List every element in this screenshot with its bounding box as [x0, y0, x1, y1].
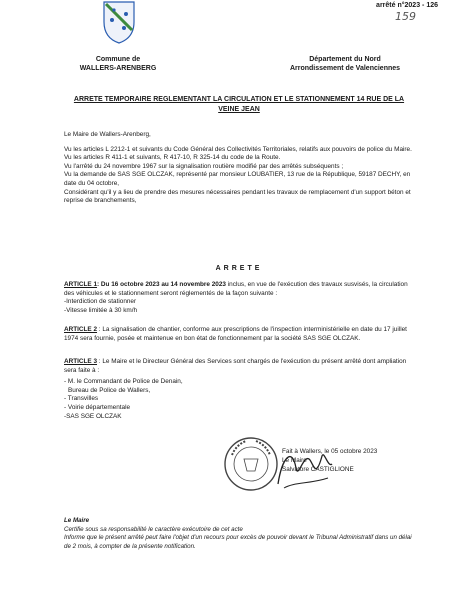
signatory-role: Le Maire [282, 457, 307, 464]
footer-heading: Le Maire [64, 517, 90, 524]
article-3 [64, 358, 414, 421]
article-2 [64, 326, 414, 343]
department-line1: Département du Nord [309, 56, 381, 63]
article-2-text: : La signalisation de chantier, conforme aux prescriptions de l'inspection interministérielle en date du 17 juillet 1974 sera fournie, posée et maintenue en bon état de fonctionnement par la société SAS SGE OLCZAK. [64, 326, 407, 342]
recipient-item: Bureau de Police de Wallers, [68, 386, 151, 394]
consideration-3: Vu l'arrêté du 24 novembre 1967 sur la signalisation routière modifié par des arrêtés subséquents ; [64, 162, 344, 170]
arrete-reference: arrêté n°2023 - 126 [376, 2, 438, 9]
commune-line1: Commune de [95, 56, 141, 63]
article-1-item: -Interdiction de stationner [64, 298, 137, 306]
signature-block [282, 447, 432, 474]
handwritten-number: 159 [395, 10, 416, 23]
recipient-item: - Voirie départementale [64, 403, 131, 411]
department-line2: Arrondissement de Valenciennes [289, 65, 401, 72]
footer-line1: Certifie sous sa responsabilité le caractère exécutoire de cet acte [64, 525, 243, 533]
article-3-label: ARTICLE 3 [64, 358, 98, 365]
consideration-4: Vu la demande de SAS SGE OLCZAK, représenté par monsieur LOUBATIER, 13 rue de la République, 59187 DECHY, en date du 04 octobre, [64, 171, 411, 187]
footer-notice [64, 517, 414, 551]
article-2-label: ARTICLE 2 [64, 326, 98, 333]
commune-header [58, 55, 178, 73]
article-3-text: : Le Maire et le Directeur Général des Services sont chargés de l'exécution du présent arrêté dont ampliation sera faite à : [64, 358, 407, 374]
arrete-heading: ARRETE [215, 265, 263, 272]
article-1-dates: : Du 16 octobre 2023 au 14 novembre 2023 [97, 281, 226, 288]
commune-line2: WALLERS-ARENBERG [79, 65, 157, 72]
footer-line2: Informe que le présent arrêté peut faire l'objet d'un recours pour excès de pouvoir devant le Tribunal Administratif dans un délai de 2 mois, à compter de la présente notification. [64, 534, 412, 550]
consideration-1: Vu les articles L 2212-1 et suivants du Code Général des Collectivités Territoriales, relatifs aux pouvoirs de police du Maire. [64, 145, 412, 153]
mayor-line: Le Maire de Wallers-Arenberg, [64, 131, 151, 138]
signatory-name: Salvatore CASTIGLIONE [282, 466, 354, 473]
consideration-5: Considérant qu'il y a lieu de prendre des mesures nécessaires pendant les travaux de remplacement d'un support béton et reprise de branchements, [64, 188, 411, 205]
article-1-text: inclus, en vue de l'exécution des travaux susvisés, la circulation des véhicules et le stationnement seront réglementés de la façon suivante : [64, 281, 408, 297]
document-title: ARRETE TEMPORAIRE REGLEMENTANT LA CIRCULATION ET LE STATIONNEMENT 14 RUE DE LA VEINE JEAN [73, 96, 405, 113]
article-1 [64, 281, 414, 315]
recipient-item: - M. le Commandant de Police de Denain, [64, 378, 183, 386]
recipient-item: -SAS SGE OLCZAK [64, 412, 122, 420]
article-1-label: ARTICLE 1 [64, 281, 98, 288]
article-1-item: -Vitesse limitée à 30 km/h [64, 306, 138, 314]
department-header [250, 55, 440, 73]
intro-section [64, 131, 414, 206]
consideration-2: Vu les articles R 411-1 et suivants, R 417-10, R 325-14 du code de la Route. [64, 154, 281, 162]
recipient-item: - Transvilles [64, 395, 99, 403]
place-date: Fait à Wallers, le 05 octobre 2023 [282, 448, 378, 455]
coat-of-arms-icon [102, 0, 136, 44]
